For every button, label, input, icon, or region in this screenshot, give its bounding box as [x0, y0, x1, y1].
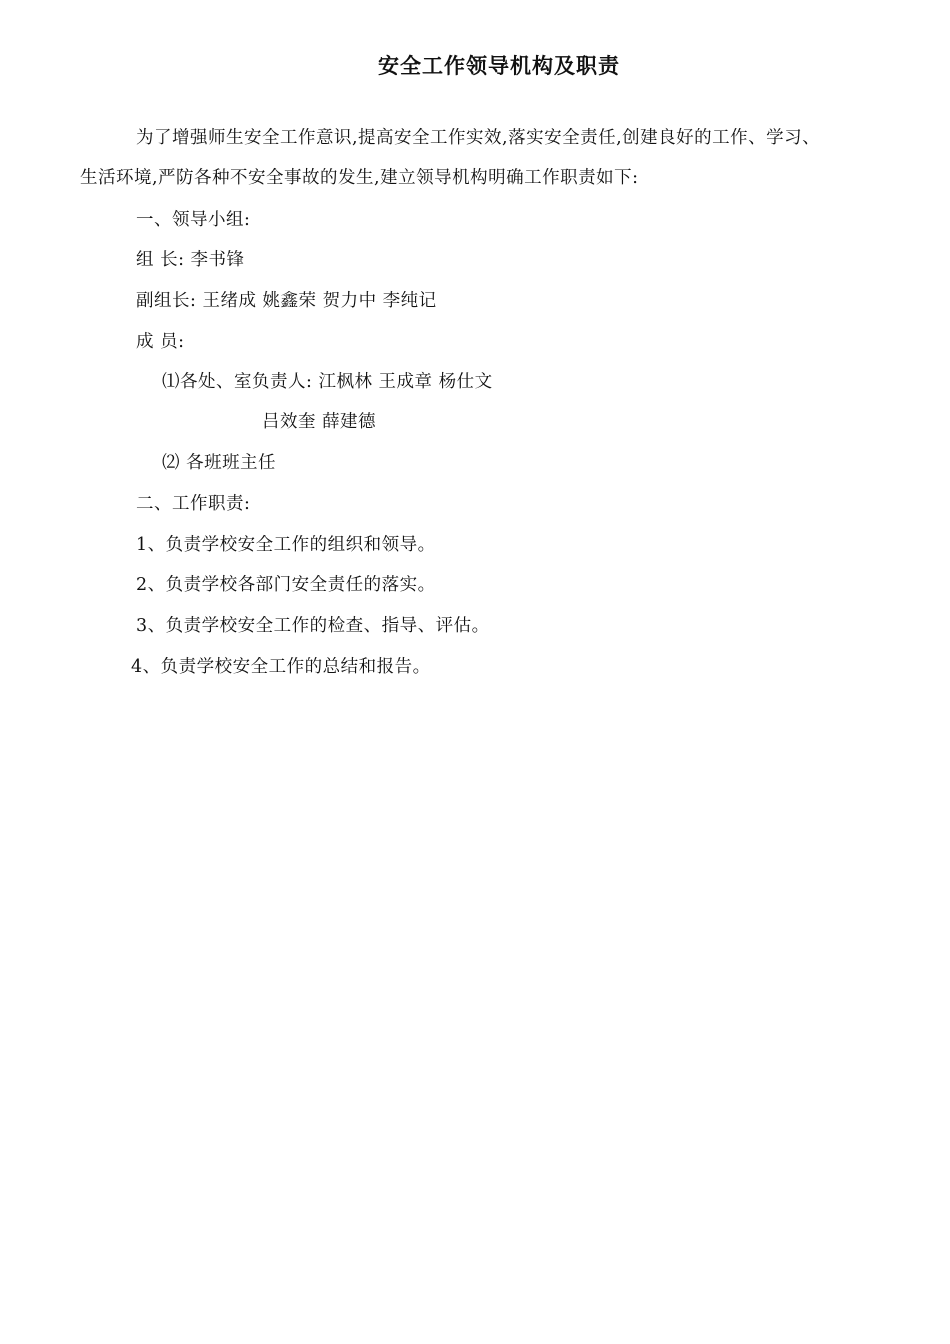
group-leader-line: 组 长: 李书锋 [136, 250, 245, 270]
intro-paragraph-line-2: 生活环境,严防各种不安全事故的发生,建立领导机构明确工作职责如下: [80, 168, 639, 188]
section-heading-leadership-group: 一、领导小组: [136, 210, 251, 230]
duty-item: 3、负责学校安全工作的检查、指导、评估。 [136, 616, 490, 636]
member-group-1-continued: 吕效奎 薛建德 [262, 412, 377, 432]
members-label: 成 员: [136, 332, 185, 352]
duty-item: 4、负责学校安全工作的总结和报告。 [131, 657, 431, 677]
deputy-leaders-line: 副组长: 王绪成 姚鑫荣 贺力中 李纯记 [136, 291, 437, 311]
document-title: 安全工作领导机构及职责 [378, 53, 620, 78]
duty-item: 1、负责学校安全工作的组织和领导。 [136, 535, 436, 555]
member-group-1: ⑴各处、室负责人: 江枫林 王成章 杨仕文 [162, 372, 493, 392]
intro-paragraph-line-1: 为了增强师生安全工作意识,提高安全工作实效,落实安全责任,创建良好的工作、学习、 [136, 128, 821, 148]
duty-item: 2、负责学校各部门安全责任的落实。 [136, 575, 436, 595]
member-group-2: ⑵ 各班班主任 [162, 453, 277, 473]
section-heading-duties: 二、工作职责: [136, 494, 251, 514]
